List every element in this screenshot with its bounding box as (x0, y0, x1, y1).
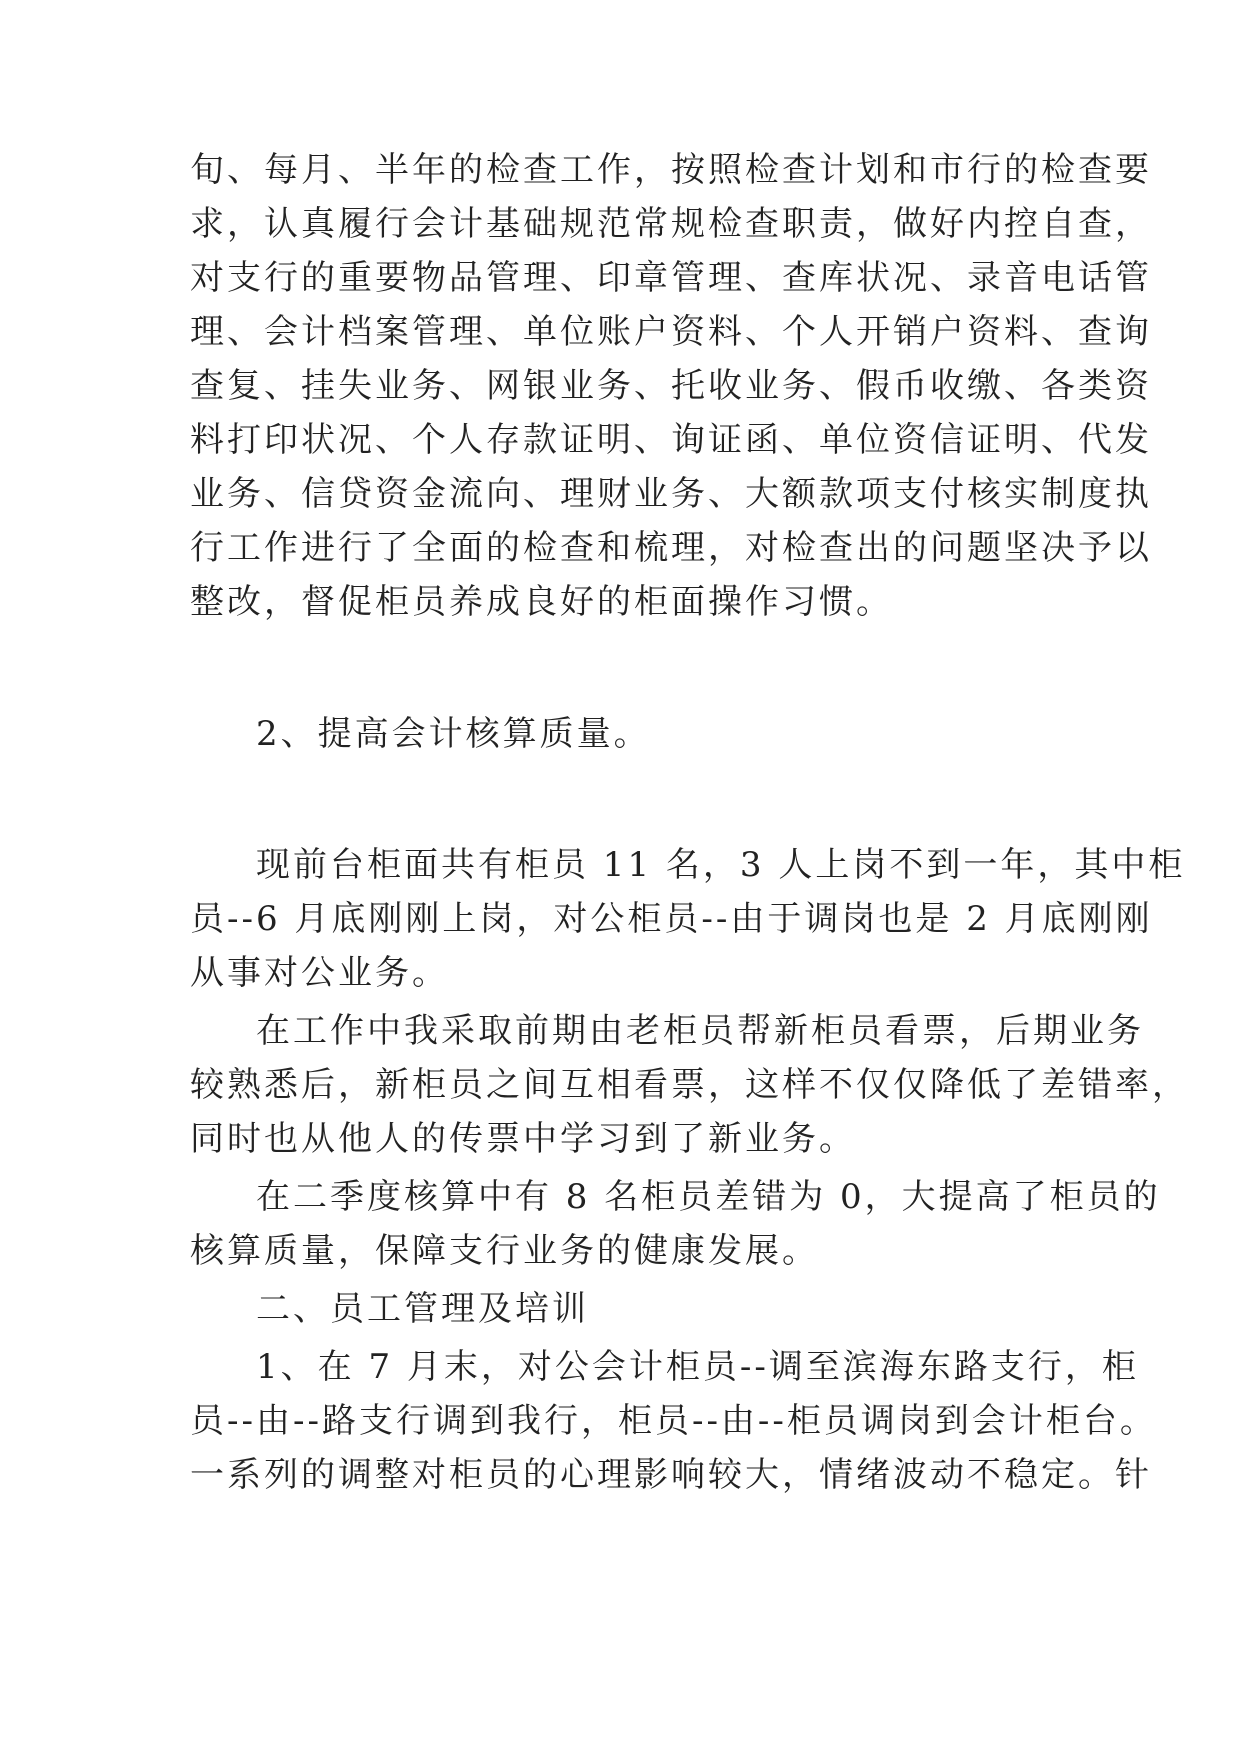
text-line: 员--由--路支行调到我行，柜员--由--柜员调岗到会计柜台。 (190, 1401, 1157, 1441)
paragraph-first-line: 现前台柜面共有柜员 11 名，3 人上岗不到一年，其中柜 (256, 845, 1186, 885)
text-line: 求，认真履行会计基础规范常规检查职责，做好内控自查， (190, 204, 1152, 244)
text-line: 业务、信贷资金流向、理财业务、大额款项支付核实制度执 (190, 474, 1152, 514)
paragraph-first-line: 1、在 7 月末，对公会计柜员--调至滨海东路支行，柜 (256, 1347, 1139, 1387)
paragraph-first-line: 在工作中我采取前期由老柜员帮新柜员看票，后期业务 (256, 1011, 1144, 1051)
section-heading: 二、员工管理及培训 (256, 1289, 589, 1329)
text-line: 从事对公业务。 (190, 953, 449, 993)
text-line: 较熟悉后，新柜员之间互相看票，这样不仅仅降低了差错率， (190, 1065, 1189, 1105)
text-line: 行工作进行了全面的检查和梳理，对检查出的问题坚决予以 (190, 528, 1152, 568)
text-line: 对支行的重要物品管理、印章管理、查库状况、录音电话管 (190, 258, 1152, 298)
section-heading: 2、提高会计核算质量。 (256, 714, 651, 754)
text-line: 整改，督促柜员养成良好的柜面操作习惯。 (190, 582, 893, 622)
text-line: 员--6 月底刚刚上岗，对公柜员--由于调岗也是 2 月底刚刚 (190, 899, 1153, 939)
text-line: 旬、每月、半年的检查工作，按照检查计划和市行的检查要 (190, 150, 1152, 190)
text-line: 查复、挂失业务、网银业务、托收业务、假币收缴、各类资 (190, 366, 1152, 406)
text-line: 同时也从他人的传票中学习到了新业务。 (190, 1119, 856, 1159)
text-line: 一系列的调整对柜员的心理影响较大，情绪波动不稳定。针 (190, 1455, 1152, 1495)
text-line: 理、会计档案管理、单位账户资料、个人开销户资料、查询 (190, 312, 1152, 352)
text-line: 核算质量，保障支行业务的健康发展。 (190, 1231, 819, 1271)
paragraph-first-line: 在二季度核算中有 8 名柜员差错为 0，大提高了柜员的 (256, 1177, 1161, 1217)
text-line: 料打印状况、个人存款证明、询证函、单位资信证明、代发 (190, 420, 1152, 460)
